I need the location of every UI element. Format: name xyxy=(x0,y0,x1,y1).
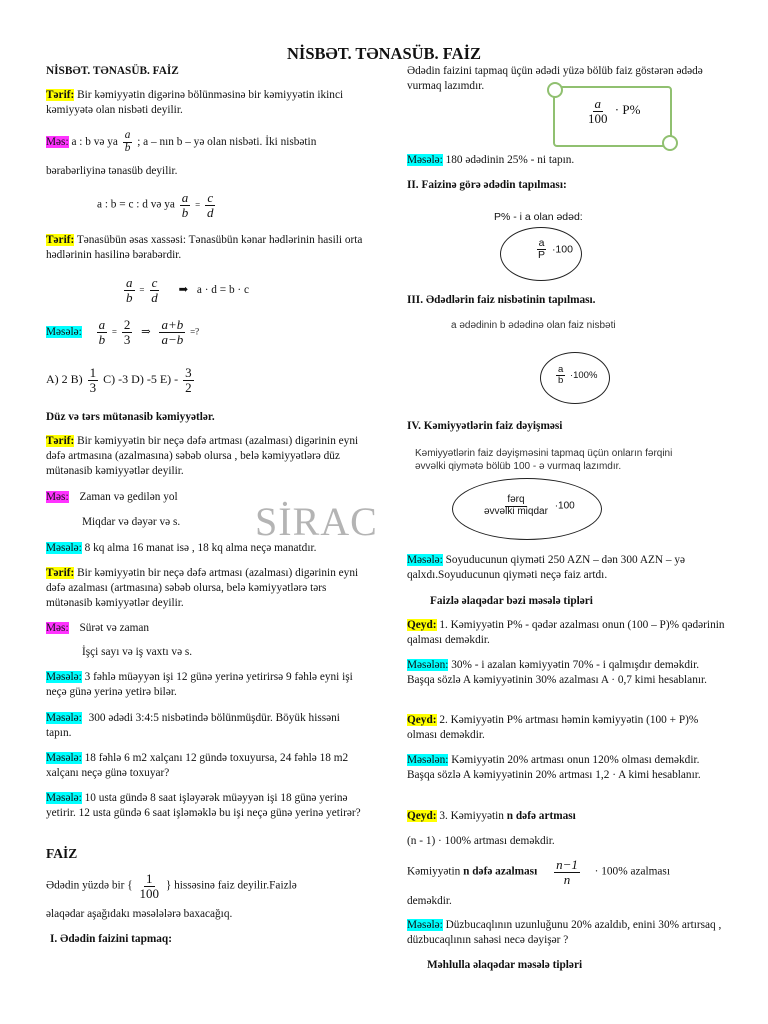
fraction-a-b: $\frac{a}{b}$ xyxy=(124,129,131,154)
problem-180: Məsələ: 180 ədədinin 25% - ni tapın. xyxy=(407,154,575,166)
II-caption: P% - i a olan ədəd: xyxy=(494,211,583,223)
mes-label: Məs: xyxy=(46,622,69,634)
masalan-label: Məsələn: xyxy=(407,754,449,766)
mes-label: Məs: xyxy=(46,135,69,148)
faiz-definition: Ədədin yüzdə bir { $\frac{1}{100}$ } hissəsinə faiz deyilir.Faizlə xyxy=(46,871,297,901)
problem-workers: Məsələ: 3 fəhlə müəyyən işi 12 günə yerinə yetirirsə 9 fəhlə eyni işi neçə günə yerinə yetirə bilər. xyxy=(46,671,353,698)
mes-label: Məs: xyxy=(46,491,69,503)
IV-formula: $\frac{\text{fərq}}{\text{əvvəlki miqdar}}$ ·100 xyxy=(484,494,575,517)
section-direct-inverse: Düz və tərs mütənasib kəmiyyətlər. xyxy=(46,411,215,423)
inverse-example-2: İşçi sayı və iş vaxtı və s. xyxy=(82,646,193,658)
answers-b: C) -3 D) -5 E) - xyxy=(103,371,179,386)
direct-example-1: Məs: Zaman və gedilən yol xyxy=(46,491,178,503)
answers-a: A) 2 B) xyxy=(46,371,83,386)
example-increase: Məsələn: Kəmiyyətin 20% artması onun 120% olması deməkdir. Başqa sözlə A kəmiyyətinin 20% artması 1,2 · A kimi hesablanır. xyxy=(407,754,701,781)
faiz-definition-c: əlaqədar aşağıdakı məsələlərə baxacağıq. xyxy=(46,908,233,920)
watermark: SİRAC xyxy=(255,499,378,544)
ratio-example-a: a : b və ya xyxy=(71,135,118,148)
tarif-label: Tərif: xyxy=(46,435,75,447)
qeyd-3: Qeyd: 3. Kəmiyyətin n dəfə artması xyxy=(407,810,576,822)
masala-label: Məsələ: xyxy=(46,542,82,554)
faiz-heading: FAİZ xyxy=(46,846,78,861)
qeyd-label: Qeyd: xyxy=(407,619,437,631)
definition-text: Bir kəmiyyətin bir neçə dəfə artması (azalması) digərinin eyni dəfə azalması (artmasına) səbəb olursa, belə kəmiyyətlərə tərs mütənasib kəmiyyətlər deyilir. xyxy=(46,567,359,609)
masala-label: Məsələ: xyxy=(46,712,82,724)
example-decrease: Məsələn: 30% - i azalan kəmiyyətin 70% - i qalmışdır deməkdir. Başqa sözlə A kəmiyyətinin 30% azalması A · 0,7 kimi hesablanır. xyxy=(407,659,707,686)
masala-label: Məsələ: xyxy=(46,325,82,338)
problem-carpet: Məsələ: 18 fəhlə 6 m2 xalçanı 12 gündə toxuyursa, 24 fəhlə 18 m2 xalçanı neçə günə toxuyar? xyxy=(46,752,349,779)
proportion-text: a : b = c : d və ya xyxy=(97,198,175,211)
qeyd-1: Qeyd: 1. Kəmiyyətin P% - qədər azalması onun (100 – P)% qədərinin qalması deməkdir. xyxy=(407,619,725,646)
section-III: III. Ədədlərin faiz nisbətinin tapılması. xyxy=(407,294,596,306)
n-times-decrease-end: deməkdir. xyxy=(407,895,452,907)
problem-masters: Məsələ: 10 usta gündə 8 saat işləyərək müəyyən işi 18 günə yerinə yetirir. 12 usta gündə 6 saat işləməklə bu işi neçə günə yerinə yetirər? xyxy=(46,792,361,819)
ratio-example xyxy=(46,130,376,155)
qeyd-2: Qeyd: 2. Kəmiyyətin P% artması həmin kəmiyyətin (100 + P)% olması deməkdir. xyxy=(407,714,699,741)
sub-heading-solution: Məhlulla əlaqədar məsələ tipləri xyxy=(427,959,583,971)
masala-label: Məsələ: xyxy=(46,792,82,804)
II-formula: $\frac{a}{P}$ ·100 xyxy=(538,237,573,262)
section-IV: IV. Kəmiyyətlərin faiz dəyişməsi xyxy=(407,420,563,432)
page-title: NİSBƏT. TƏNASÜB. FAİZ xyxy=(286,44,481,63)
section-II: II. Faizinə görə ədədin tapılması: xyxy=(407,179,567,191)
masala-label: Məsələ: xyxy=(46,671,82,683)
proportion-property-formula: $\frac{a}{b}$ = $\frac{c}{d}$ ➡ a · d = b · c xyxy=(126,275,250,305)
direct-example-2: Miqdar və dəyər və s. xyxy=(82,516,181,528)
III-formula: $\frac{a}{b}$ ·100% xyxy=(558,364,598,386)
definition-inverse xyxy=(46,566,364,611)
left-heading: NİSBƏT. TƏNASÜB. FAİZ xyxy=(46,65,179,77)
definition-text: Bir kəmiyyətin digərinə bölünməsinə bir kəmiyyətin ikinci kəmiyyətə olan nisbəti deyilir. xyxy=(46,89,344,116)
tarif-label: Tərif: xyxy=(46,234,75,246)
problem-rectangle: Məsələ: Düzbucaqlının uzunluğunu 20% azaldıb, enini 30% artırsaq , düzbucaqlının sahəsi necə dəyişər ? xyxy=(407,919,722,946)
fraction-a-b-2: $\frac{a}{b}$ xyxy=(181,190,189,220)
definition-property xyxy=(46,233,364,263)
masala-label: Məsələ: xyxy=(46,752,82,764)
masala-label: Məsələ: xyxy=(407,919,443,931)
definition-direct xyxy=(46,434,364,479)
masalan-label: Məsələn: xyxy=(407,659,449,671)
property-result: a · d = b · c xyxy=(196,283,250,296)
problem-proportion: Məsələ: $\frac{a}{b}$ = $\frac{2}{3}$ ⇒ $\frac{a+b}{a-b}$ =? xyxy=(46,317,200,347)
definition-text: Tənasübün əsas xassəsi: Tənasübün kənar hədlərinin hasili orta hədlərinin hasilinə bərabərdir. xyxy=(46,234,363,261)
IV-caption: Kəmiyyətlərin faiz dəyişməsini tapmaq üçün onların fərqini əvvəlki qiymətə bölüb 100 - ə vurmaq lazımdır. xyxy=(415,448,673,472)
problem-apples: Məsələ: 8 kq alma 16 manat isə , 18 kq alma neçə manatdır. xyxy=(46,542,317,554)
masala-label: Məsələ: xyxy=(407,554,443,566)
faiz-intro: Ədədin faizini tapmaq üçün ədədi yüzə bölüb faiz göstərən ədədə vurmaq lazımdır. xyxy=(407,65,703,92)
problem-division: Məsələ: 300 ədədi 3:4:5 nisbətində bölünmüşdür. Böyük hissəni tapın. xyxy=(46,712,340,739)
qeyd-label: Qeyd: xyxy=(407,810,437,822)
qeyd-3-line: (n - 1) · 100% artması deməkdir. xyxy=(407,835,555,847)
ratio-example-c: bərabərliyinə tənasüb deyilir. xyxy=(46,165,178,177)
tarif-label: Tərif: xyxy=(46,89,75,101)
section-I: I. Ədədin faizini tapmaq: xyxy=(50,933,172,945)
qeyd-label: Qeyd: xyxy=(407,714,437,726)
masala-label: Məsələ: xyxy=(407,154,443,166)
ratio-example-b: ; a – nın b – yə olan nisbəti. İki nisbətin xyxy=(137,135,317,148)
fraction-c-d: $\frac{c}{d}$ xyxy=(206,190,214,220)
sub-heading-types: Faizlə əlaqədar bəzi məsələ tipləri xyxy=(430,595,593,607)
tarif-label: Tərif: xyxy=(46,567,75,579)
implies-icon: ⇒ xyxy=(141,325,151,338)
inverse-example-1: Məs: Sürət və zaman xyxy=(46,622,150,634)
implies-icon: ➡ xyxy=(178,283,189,296)
n-times-decrease: Kəmiyyətin n dəfə azalması $\frac{n-1}{n}$ · 100% azalması xyxy=(407,857,670,887)
answer-options: A) 2 B) $\frac{1}{3}$ C) -3 D) -5 E) - $\frac{3}{2}$ xyxy=(46,365,192,395)
definition-ratio xyxy=(46,88,361,118)
III-caption: a ədədinin b ədədinə olan faiz nisbəti xyxy=(451,320,616,331)
problem-fridge: Məsələ: Soyuducunun qiyməti 250 AZN – dən 300 AZN – yə qalxdı.Soyuducunun qiyməti neçə faiz artdı. xyxy=(407,554,686,581)
definition-text: Bir kəmiyyətin bir neçə dəfə artması (azalması) digərinin eyni dəfə artmasına (azalmasına) səbəb olursa , belə kəmiyyətlərə düz mütənasib kəmiyyətlər deyilir. xyxy=(46,435,359,477)
scroll-formula: $\frac{a}{100}$ · P% xyxy=(588,96,641,126)
proportion-line: a : b = c : d və ya $\frac{a}{b}$ = $\frac{c}{d}$ xyxy=(97,190,214,220)
